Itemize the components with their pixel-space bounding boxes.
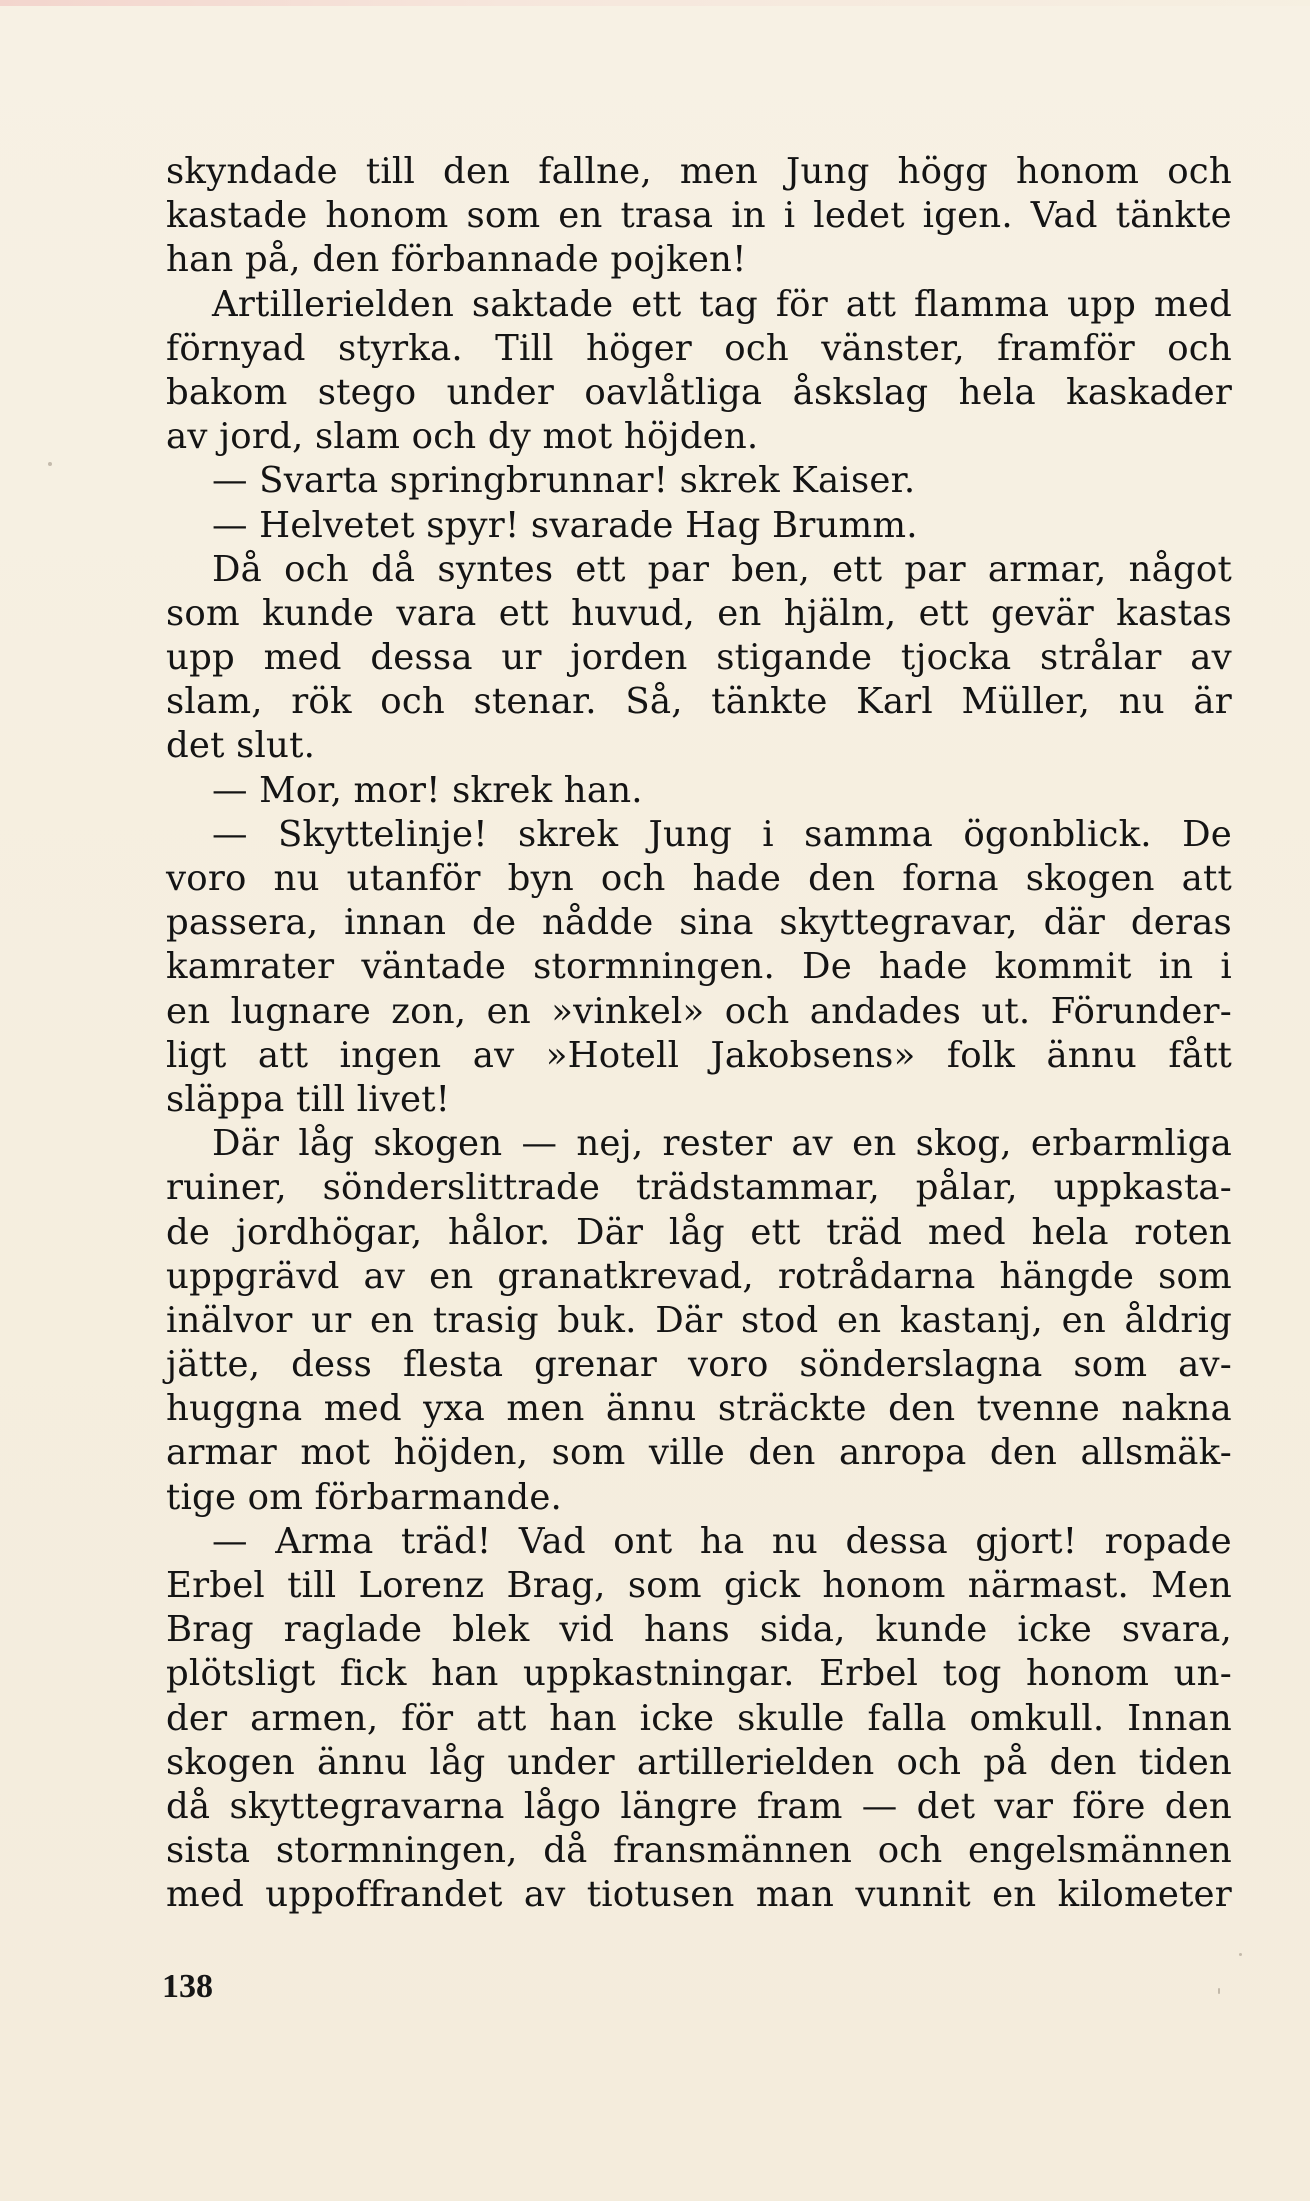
text-line: — Arma träd! Vad ont ha nu dessa gjort! ropade [212,1520,1232,1562]
text-line: huggna med yxa men ännu sträckte den tvenne nakna [166,1388,1232,1430]
text-line: ligt att ingen av »Hotell Jakobsens» folk ännu fått [166,1034,1232,1076]
text-line: Där låg skogen — nej, rester av en skog, erbarmliga [212,1123,1232,1165]
text-line: då skyttegravarna lågo längre fram — det var före den [166,1785,1232,1827]
text-line: inälvor ur en trasig buk. Där stod en kastanj, en åldrig [166,1299,1232,1341]
text-line: släppa till livet! [166,1078,451,1120]
text-line: plötsligt fick han uppkastningar. Erbel tog honom un- [166,1653,1232,1695]
text-line: jätte, dess flesta grenar voro sönderslagna som av- [166,1344,1232,1386]
text-line: Erbel till Lorenz Brag, som gick honom närmast. Men [166,1565,1232,1606]
text-line: de jordhögar, hålor. Där låg ett träd med hela roten [166,1211,1232,1253]
text-line: skyndade till den fallne, men Jung högg honom och [166,151,1232,192]
text-line: med uppoffrandet av tiotusen man vunnit en kilometer [166,1874,1232,1916]
text-line: förnyad styrka. Till höger och vänster, framför och [166,327,1232,369]
text-line: som kunde vara ett huvud, en hjälm, ett gevär kastas [166,592,1232,634]
text-line: — Svarta springbrunnar! skrek Kaiser. [212,460,916,502]
text-line: sista stormningen, då fransmännen och engelsmännen [166,1830,1232,1872]
text-line: armar mot höjden, som ville den anropa den allsmäk- [166,1432,1232,1474]
text-line: av jord, slam och dy mot höjden. [166,416,759,458]
text-line: bakom stego under oavlåtliga åskslag hela kaskader [166,371,1232,413]
text-line: — Skyttelinje! skrek Jung i samma ögonblick. De [212,813,1232,855]
text-line: Artillerielden saktade ett tag för att flamma upp med [212,283,1232,325]
page-top-edge [0,0,1310,6]
text-line: Då och då syntes ett par ben, ett par armar, något [212,548,1232,590]
paper-speck [48,462,52,466]
text-line: det slut. [166,725,316,767]
text-line: uppgrävd av en granatkrevad, rotrådarna hängde som [166,1255,1232,1297]
text-line: han på, den förbannade pojken! [166,239,747,281]
text-line: kamrater väntade stormningen. De hade kommit in i [166,946,1232,988]
text-line: en lugnare zon, en »vinkel» och andades ut. Förunder- [166,990,1232,1032]
text-line: skogen ännu låg under artillerielden och på den tiden [166,1741,1232,1783]
text-line: kastade honom som en trasa in i ledet igen. Vad tänkte [166,195,1232,237]
text-line: upp med dessa ur jorden stigande tjocka strålar av [166,637,1232,679]
text-line: ruiner, sönderslittrade trädstammar, pålar, uppkasta- [166,1167,1232,1209]
text-line: — Helvetet spyr! svarade Hag Brumm. [212,504,918,546]
page-number: 138 [162,1968,213,2005]
text-line: voro nu utanför byn och hade den forna skogen att [166,858,1232,899]
text-line: — Mor, mor! skrek han. [212,769,643,811]
text-line: slam, rök och stenar. Så, tänkte Karl Müller, nu är [166,681,1232,723]
text-line: der armen, för att han icke skulle falla omkull. Innan [166,1697,1232,1739]
text-line: passera, innan de nådde sina skyttegravar, där deras [166,902,1232,944]
text-line: Brag raglade blek vid hans sida, kunde icke svara, [166,1609,1232,1651]
text-line: tige om förbarmande. [166,1476,563,1518]
body-text [166,150,1232,1918]
paper-speck [1239,1953,1242,1956]
paper-speck [1218,1988,1220,1994]
